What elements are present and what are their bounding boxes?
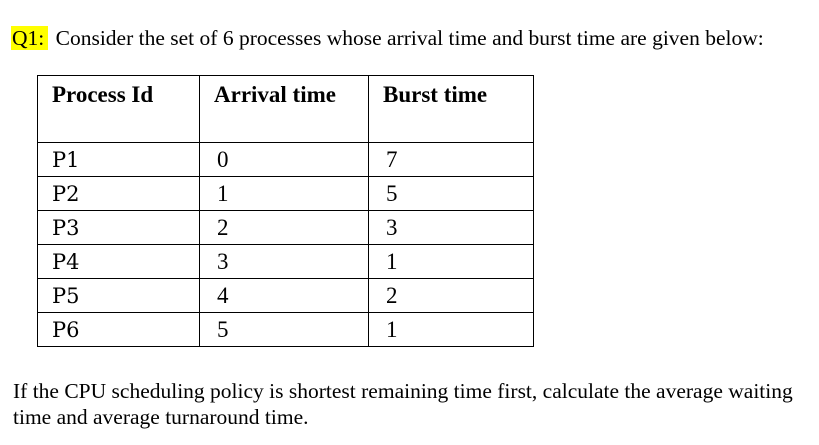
cell-process-id: P4 <box>38 245 200 279</box>
question-label: Q1: <box>11 26 48 50</box>
header-process-id: Process Id <box>38 76 200 143</box>
header-arrival-time: Arrival time <box>200 76 369 143</box>
cell-burst-time: 5 <box>369 177 534 211</box>
table-row <box>38 245 534 279</box>
cell-burst-time: 2 <box>369 279 534 313</box>
table-row <box>38 211 534 245</box>
cell-arrival-time: 3 <box>200 245 369 279</box>
cell-burst-time: 1 <box>369 313 534 347</box>
cell-burst-time: 3 <box>369 211 534 245</box>
process-table <box>37 75 534 347</box>
table-row <box>38 143 534 177</box>
cell-burst-time: 1 <box>369 245 534 279</box>
table-row <box>38 313 534 347</box>
table-header-row <box>38 76 534 143</box>
cell-process-id: P2 <box>38 177 200 211</box>
table-row <box>38 279 534 313</box>
question-text: Consider the set of 6 processes whose arrival time and burst time are given below: <box>55 26 764 50</box>
cell-arrival-time: 4 <box>200 279 369 313</box>
header-burst-time: Burst time <box>369 76 534 143</box>
cell-burst-time: 7 <box>369 143 534 177</box>
cell-process-id: P3 <box>38 211 200 245</box>
cell-process-id: P1 <box>38 143 200 177</box>
cell-arrival-time: 1 <box>200 177 369 211</box>
question-line <box>11 24 764 52</box>
cell-arrival-time: 2 <box>200 211 369 245</box>
cell-process-id: P6 <box>38 313 200 347</box>
instruction-text: If the CPU scheduling policy is shortest remaining time first, calculate the average waiting time and average turnaround time. <box>13 379 793 429</box>
cell-arrival-time: 0 <box>200 143 369 177</box>
cell-arrival-time: 5 <box>200 313 369 347</box>
table-row <box>38 177 534 211</box>
cell-process-id: P5 <box>38 279 200 313</box>
